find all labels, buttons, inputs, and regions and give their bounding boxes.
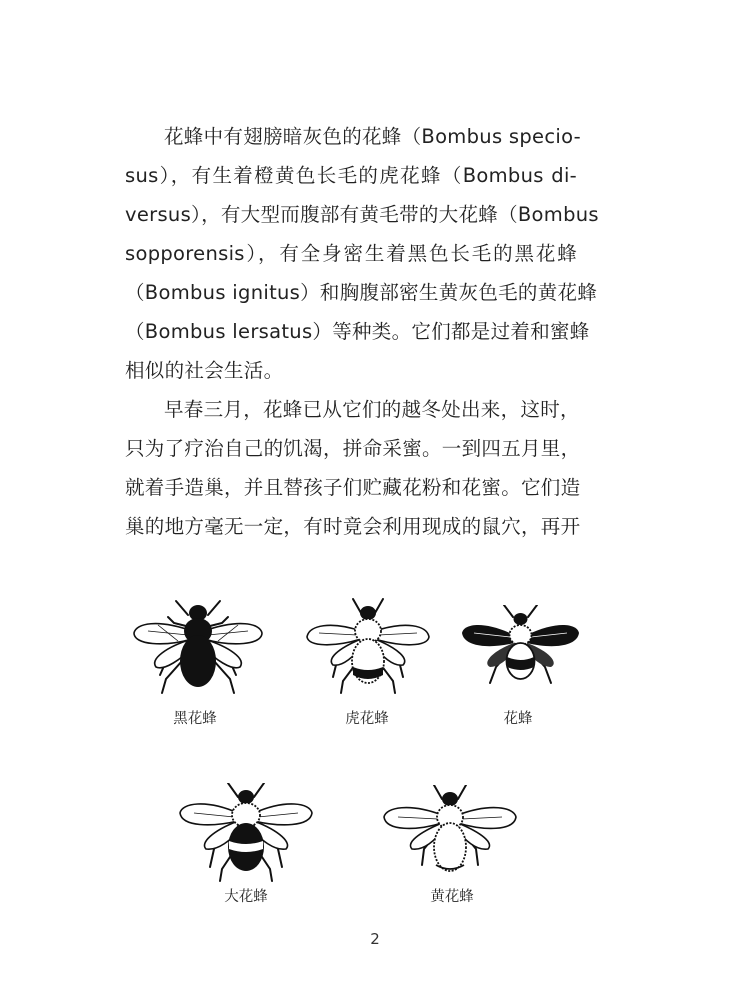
yellow-bumblebee-illustration bbox=[380, 785, 520, 880]
figure-caption: 虎花蜂 bbox=[345, 711, 389, 727]
text-line: （Bombus ignitus）和胸腹部密生黄灰色毛的黄花蜂 bbox=[125, 281, 598, 304]
text-line: versus），有大型而腹部有黄毛带的大花蜂（Bombus bbox=[125, 203, 599, 226]
text-line: 只为了疗治自己的饥渴，拼命采蜜。一到四五月里， bbox=[125, 437, 581, 460]
text-line: 花蜂中有翅膀暗灰色的花蜂（Bombus specio- bbox=[164, 125, 581, 148]
text-line: 巢的地方毫无一定，有时竟会利用现成的鼠穴，再开 bbox=[125, 515, 581, 538]
figure-caption: 大花蜂 bbox=[224, 889, 268, 905]
large-bumblebee-illustration bbox=[176, 783, 316, 883]
black-bumblebee-illustration bbox=[128, 597, 268, 697]
text-line: sopporensis），有全身密生着黑色长毛的黑花蜂 bbox=[125, 242, 577, 265]
figure-caption: 花蜂 bbox=[503, 711, 533, 727]
text-line: 相似的社会生活。 bbox=[125, 359, 284, 382]
figure-caption: 黑花蜂 bbox=[173, 711, 217, 727]
text-line: 早春三月，花蜂已从它们的越冬处出来，这时， bbox=[164, 398, 580, 421]
paragraph-2 bbox=[125, 390, 581, 546]
page-number: 2 bbox=[370, 930, 380, 948]
text-line: （Bombus lersatus）等种类。它们都是过着和蜜蜂 bbox=[125, 320, 590, 343]
figure-caption: 黄花蜂 bbox=[430, 889, 474, 905]
bumblebee-illustration bbox=[458, 605, 583, 695]
text-line: 就着手造巢，并且替孩子们贮藏花粉和花蜜。它们造 bbox=[125, 476, 581, 499]
text-line: sus），有生着橙黄色长毛的虎花蜂（Bombus di- bbox=[125, 164, 577, 187]
paragraph-1 bbox=[125, 117, 599, 390]
body-text bbox=[125, 117, 599, 546]
tiger-bumblebee-illustration bbox=[303, 597, 433, 697]
